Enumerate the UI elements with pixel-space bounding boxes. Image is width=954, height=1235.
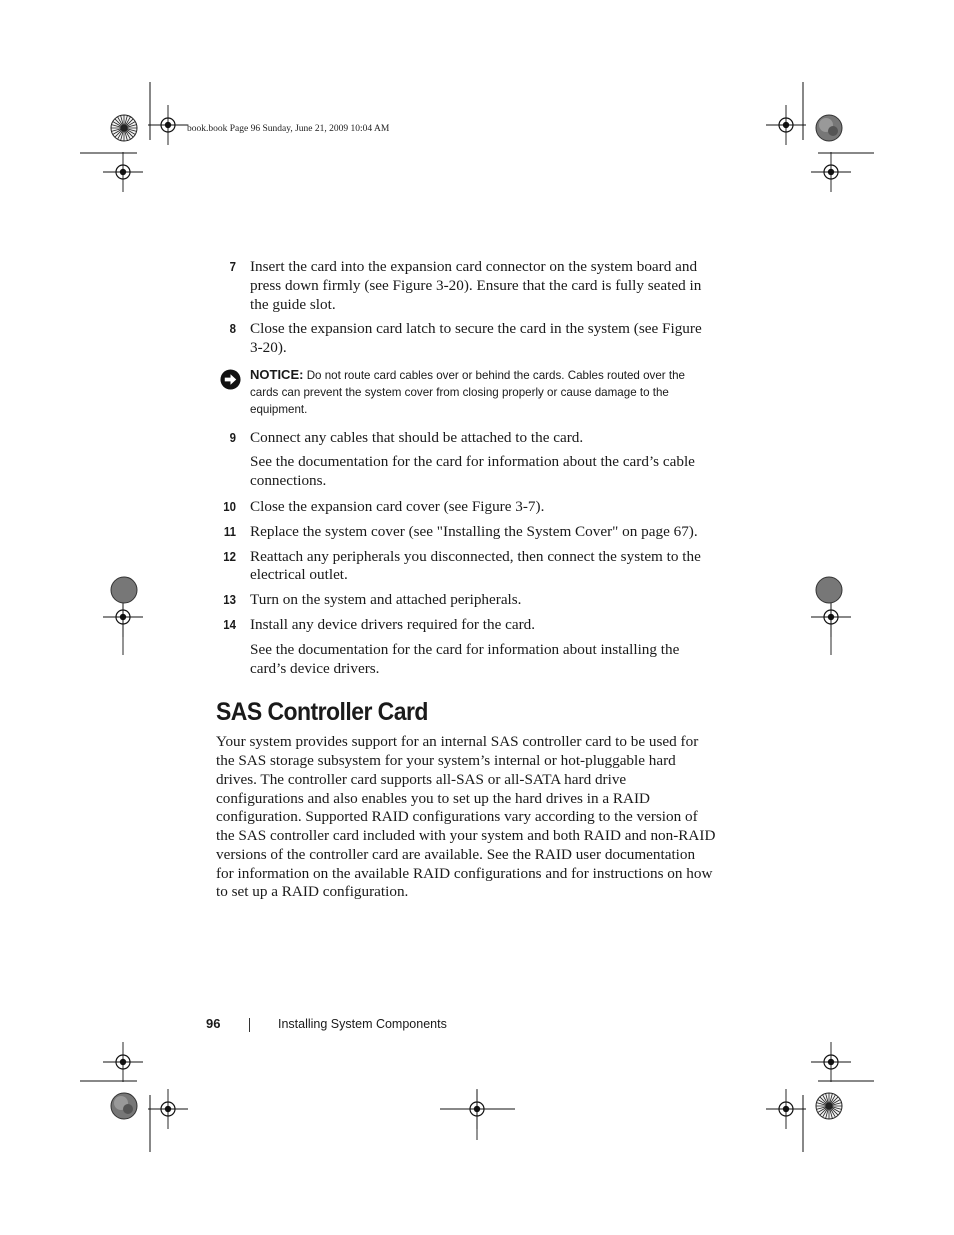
step-number: 10 [223, 498, 236, 514]
step-item [216, 523, 716, 542]
step-item [216, 429, 716, 448]
notice-label: NOTICE: [250, 366, 304, 382]
step-item [216, 591, 716, 610]
step-text: Close the expansion card cover (see Figure 3-7). [250, 497, 545, 515]
notice-box [216, 366, 716, 419]
section-body: Your system provides support for an internal SAS controller card to be used for the SAS storage subsystem for your system’s internal or hot-pluggable hard drives. The controller card supports all-SAS or all-SATA hard drive configurations and also enables you to set up the hard drives in a RAID configuration. Supported RAID configurations vary according to the version of the SAS controller card included with your system and both RAID and non-RAID versions of the controller card are available. See the RAID user documentation for information on the available RAID configurations and for instructions on how to set up a RAID configuration. [216, 733, 716, 901]
step-item [216, 616, 716, 635]
step-item [216, 258, 716, 314]
step-item [216, 498, 716, 517]
step-text: Install any device drivers required for the card. [250, 615, 536, 633]
notice-arrow-icon [220, 369, 241, 390]
step-note: See the documentation for the card for information about installing the card’s device drivers. [250, 640, 680, 677]
step-text: Insert the card into the expansion card connector on the system board and press down firmly (see Figure 3-20). Ensure that the card is fully seated in the guide slot. [250, 258, 702, 313]
section-heading: SAS Controller Card [216, 698, 428, 727]
step-number: 8 [229, 321, 236, 337]
step-number: 9 [229, 429, 236, 445]
page-number: 96 [206, 1016, 221, 1031]
step-number: 14 [223, 616, 236, 632]
step-number: 11 [223, 523, 236, 539]
notice-text: Do not route card cables over or behind the cards. Cables routed over the cards can prevent the system cover from closing properly or cause damage to the equipment. [250, 368, 685, 417]
footer-divider [249, 1018, 250, 1032]
step-text: Close the expansion card latch to secure the card in the system (see Figure 3-20). [250, 320, 702, 357]
step-number: 12 [223, 548, 236, 564]
step-note: See the documentation for the card for information about the card’s cable connections. [250, 453, 695, 490]
step-number: 13 [223, 592, 236, 608]
step-text: Reattach any peripherals you disconnected, then connect the system to the electrical outlet. [250, 547, 701, 584]
step-item [216, 320, 716, 358]
step-number: 7 [229, 259, 236, 274]
chapter-title: Installing System Components [278, 1017, 447, 1031]
print-header-info: book.book Page 96 Sunday, June 21, 2009 10:04 AM [187, 124, 390, 134]
step-text: Connect any cables that should be attached to the card. [250, 428, 584, 446]
page-content [216, 258, 716, 902]
step-item [216, 548, 716, 586]
step-text: Replace the system cover (see "Installing the System Cover" on page 67). [250, 522, 698, 540]
step-text: Turn on the system and attached peripherals. [250, 591, 522, 609]
